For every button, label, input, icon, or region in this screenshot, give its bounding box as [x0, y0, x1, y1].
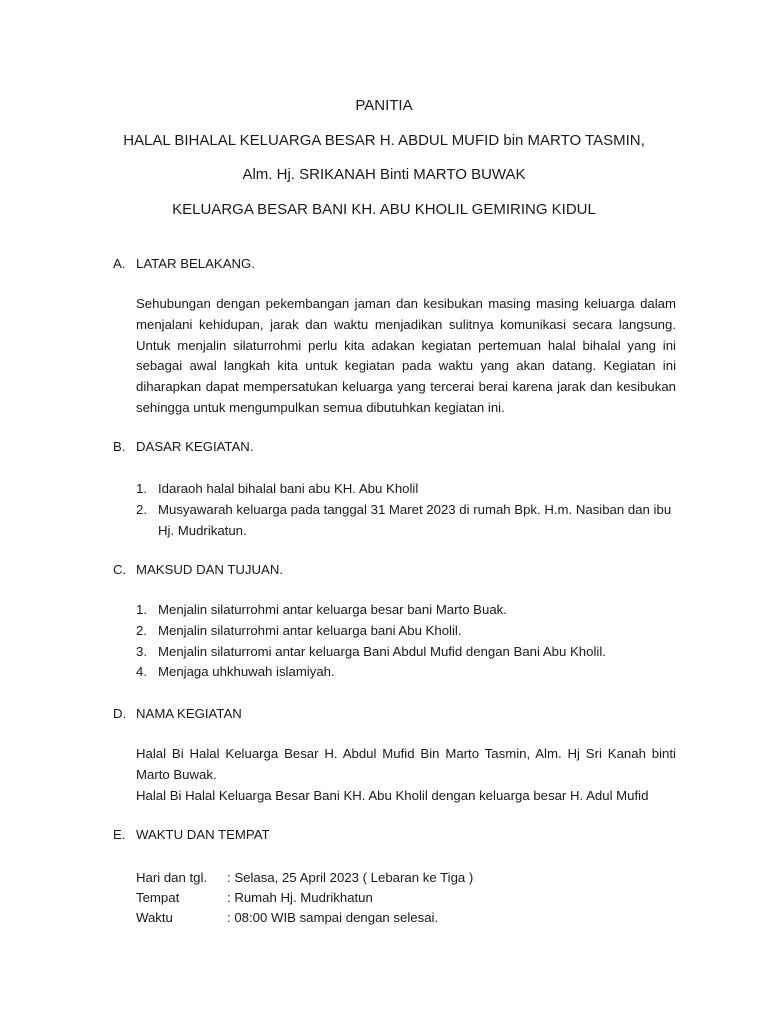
section-latar-belakang-body	[113, 294, 676, 419]
header-family-bani: KELUARGA BESAR BANI KH. ABU KHOLIL GEMIRING KIDUL	[172, 200, 596, 218]
header-event-name: HALAL BIHALAL KELUARGA BESAR H. ABDUL MUFID bin MARTO TASMIN,	[123, 131, 645, 149]
section-title: WAKTU DAN TEMPAT	[136, 827, 270, 842]
section-waktu-tempat	[113, 827, 676, 842]
list-item	[136, 500, 676, 542]
detail-row-place	[136, 888, 676, 908]
section-paragraph: Halal Bi Halal Keluarga Besar Bani KH. Abu Kholil dengan keluarga besar H. Adul Mufid	[136, 787, 649, 803]
section-letter: C.	[113, 562, 127, 577]
detail-value: : Selasa, 25 April 2023 ( Lebaran ke Tiga )	[227, 870, 474, 885]
section-dasar-kegiatan	[113, 439, 676, 454]
section-letter: E.	[113, 827, 126, 842]
list-item-text: Musyawarah keluarga pada tanggal 31 Maret 2023 di rumah Bpk. H.m. Nasiban dan ibu Hj. Mudrikatun.	[158, 501, 672, 538]
section-letter: B.	[113, 439, 126, 454]
list-item-text: Menjalin silaturromi antar keluarga Bani Abdul Mufid dengan Bani Abu Kholil.	[158, 643, 606, 659]
section-paragraph: Sehubungan dengan pekembangan jaman dan kesibukan masing masing keluarga dalam menjalani kehidupan, jarak dan waktu menjadikan sulitnya komunikasi secara langsung. Untuk menjalin silaturrohmi perlu kita adakan kegiatan pertemuan halal bihalal yang ini sebagai awal langkah kita untuk kegiatan pada waktu yang akan datang. Kegiatan ini diharapkan dapat mempersatukan keluarga yang tercerai berai karena jarak dan kesibukan sehingga untuk mengumpulkan semua dibutuhkan kegiatan ini.	[136, 296, 676, 415]
list-item	[136, 621, 676, 642]
section-letter: A.	[113, 256, 126, 271]
detail-row-date	[136, 868, 676, 888]
section-nama-kegiatan-body	[113, 744, 676, 806]
list-item	[136, 642, 676, 663]
list-item	[136, 479, 676, 500]
list-item-number: 2.	[136, 501, 147, 517]
document-header	[0, 94, 768, 232]
section-dasar-kegiatan-list	[113, 479, 676, 541]
numbered-list	[113, 600, 676, 683]
detail-row-time	[136, 908, 676, 928]
header-family-name: Alm. Hj. SRIKANAH Binti MARTO BUWAK	[242, 166, 526, 183]
section-latar-belakang	[113, 256, 676, 271]
section-heading	[113, 827, 676, 842]
section-title: MAKSUD DAN TUJUAN.	[136, 562, 284, 577]
section-letter: D.	[113, 706, 127, 721]
section-heading	[113, 439, 676, 454]
list-item	[136, 662, 676, 683]
section-maksud-tujuan	[113, 562, 676, 577]
section-paragraph: Halal Bi Halal Keluarga Besar H. Abdul Mufid Bin Marto Tasmin, Alm. Hj Sri Kanah binti Marto Buwak.	[136, 746, 676, 782]
list-item-text: Menjaga uhkhuwah islamiyah.	[158, 664, 335, 680]
numbered-list	[113, 479, 676, 541]
list-item-number: 1.	[136, 481, 147, 496]
list-item-text: Idaraoh halal bihalal bani abu KH. Abu Kholil	[158, 481, 419, 496]
section-nama-kegiatan	[113, 706, 676, 721]
list-item-number: 4.	[136, 664, 147, 680]
section-heading	[113, 706, 676, 721]
section-waktu-tempat-details	[113, 868, 676, 928]
list-item-text: Menjalin silaturrohmi antar keluarga bani Abu Kholil.	[158, 622, 462, 638]
section-title: DASAR KEGIATAN.	[136, 439, 254, 454]
section-heading	[113, 256, 676, 271]
detail-label: Tempat	[136, 890, 180, 905]
section-title: NAMA KEGIATAN	[136, 706, 242, 721]
list-item-number: 3.	[136, 643, 147, 659]
list-item-number: 1.	[136, 602, 147, 617]
list-item-number: 2.	[136, 622, 147, 638]
detail-label: Hari dan tgl.	[136, 870, 208, 885]
section-maksud-tujuan-list	[113, 600, 676, 683]
list-item-text: Menjalin silaturrohmi antar keluarga besar bani Marto Buak.	[158, 602, 507, 617]
detail-label: Waktu	[136, 910, 173, 925]
header-title: PANITIA	[355, 97, 413, 114]
detail-value: : 08:00 WIB sampai dengan selesai.	[227, 910, 439, 925]
detail-value: : Rumah Hj. Mudrikhatun	[227, 890, 373, 905]
list-item	[136, 600, 676, 621]
section-title: LATAR BELAKANG.	[136, 256, 255, 271]
section-heading	[113, 562, 676, 577]
